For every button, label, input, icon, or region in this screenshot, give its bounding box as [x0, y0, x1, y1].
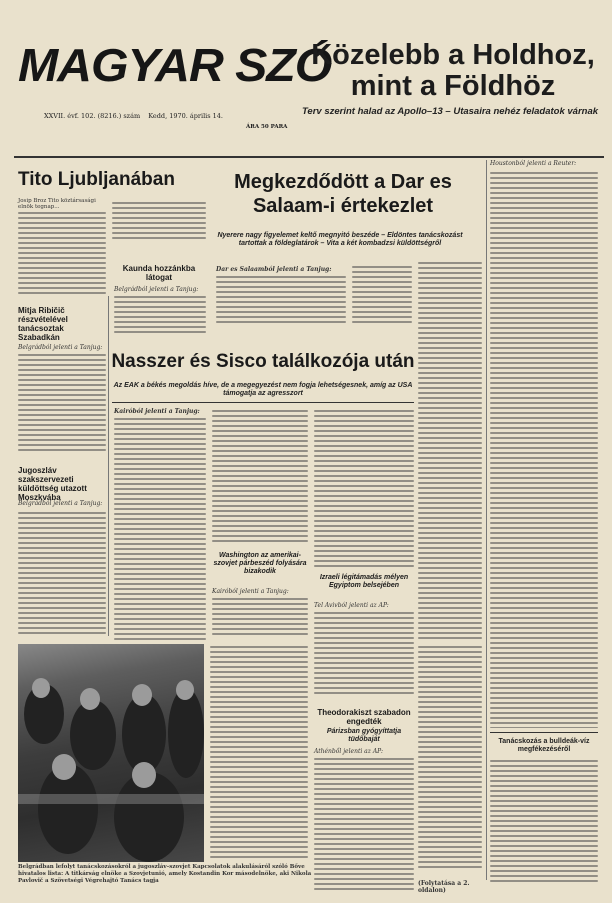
box-body [490, 760, 598, 888]
jugoslav-body [18, 512, 106, 636]
continued-note: (Folytatása a 2. oldalon) [418, 880, 470, 894]
theodorakis-body [314, 758, 414, 892]
jugoslav-dateline: Belgrádból jelenti a Tanjug: [18, 500, 103, 507]
jugoslav-headline: Jugoszláv szakszervezeti küldöttség utazott Moszkvába [18, 466, 87, 502]
tito-body [18, 212, 106, 298]
masthead-divider [14, 156, 604, 158]
issue-number: XXVII. évf. 102. (8216.) szám [44, 112, 141, 120]
ribicic-dateline: Belgrádból jelenti a Tanjug: [18, 344, 103, 351]
apollo-body [490, 172, 598, 728]
israeli-dateline: Tel Avivból jelenti az AP: [314, 602, 389, 609]
ribicic-body [18, 354, 106, 454]
box-headline: Tanácskozás a bulldeák-víz megfékezéséről [498, 738, 590, 753]
ribicic-headline: Mitja Ribičič részvételével tanácsoztak Szabadkán [18, 306, 68, 342]
nasser-divider [112, 402, 414, 403]
right-col-dateline: Houstonból jelenti a Reuter: [490, 160, 577, 167]
theodorakis-dateline: Athénből jelenti az AP: [314, 748, 384, 755]
dar-headline: Megkezdődött a Dar es Salaam-i értekezlet [234, 171, 452, 217]
washington-headline: Washington az amerikai-szovjet párbeszéd folyására bizakodik [213, 552, 307, 575]
tito-dateline: Josip Broz Tito köztársasági elnök tegnap... [18, 198, 96, 210]
nasser-body-col3 [314, 410, 414, 570]
dar-body-col1 [216, 276, 346, 328]
price-label: ÁRA 50 PARA [246, 124, 288, 130]
photo-caption: Belgrádban lefolyt tanácskozásokról a jugoszláv–szovjet Kapcsolatok alakulásáról szóló Bőve hivatalos lista: A titkárság elnöke a Szovjetunió, amely Kostandin Kor másodelnöke, aki Nikola Pavlovič a Szövetségi Végrehajtó Tanács tagja [18, 864, 312, 884]
right-column-rule [486, 160, 487, 880]
nasser-continued-body [210, 646, 308, 860]
dar-subhead: Nyerere nagy figyelemet keltő megnyitó beszéde – Eldöntes tanácskozást tartottak a földeglatárok – Vita a két kombadzsi küldöttségről [217, 232, 463, 247]
lead-headline: Közelebb a Holdhoz, mint a Földhöz [311, 39, 595, 102]
nasser-body-col2 [212, 410, 308, 546]
theodorakis-headline: Theodorakiszt szabadon engedték [317, 708, 411, 726]
masthead-info [44, 112, 229, 120]
center-right-body [418, 646, 482, 874]
israeli-headline: Izraeli légitámadás mélyen Egyiptom belsejében [319, 574, 409, 589]
washington-dateline: Kairóból jelenti a Tanjug: [212, 588, 289, 595]
issue-date: Kedd, 1970. április 14. [148, 112, 223, 120]
nasser-body-col1 [114, 418, 206, 640]
kaunda-body [114, 296, 206, 336]
theodorakis-subhead: Párizsban gyógyíttatja tüdőbaját [326, 728, 402, 743]
column-rule [108, 296, 109, 636]
kaunda-dateline: Belgrádból jelenti a Tanjug: [114, 286, 199, 293]
dar-body-col3 [418, 262, 482, 642]
nasser-lead-in: Kairóból jelenti a Tanjug: [114, 408, 200, 415]
meeting-photo [18, 644, 204, 862]
nasser-subhead: Az EAK a békés megoldás híve, de a megegyezést nem fogja lehetségesnek, amíg az USA támogatja az agresszort [113, 382, 413, 397]
tito-body-col2 [112, 202, 206, 244]
dar-body-col2 [352, 266, 412, 328]
masthead-title: MAGYAR SZÓ [18, 39, 332, 91]
kaunda-headline: Kaunda hozzánkba látogat [122, 264, 196, 282]
israeli-body [314, 612, 414, 698]
box-top-rule [490, 732, 598, 733]
dar-lead-in: Dar es Salaamból jelenti a Tanjug: [216, 266, 332, 273]
tito-headline: Tito Ljubljanában [18, 169, 175, 190]
washington-body [212, 598, 308, 638]
lead-subhead: Terv szerint halad az Apollo–13 – Utasaira nehéz feladatok várnak [301, 106, 599, 117]
nasser-headline: Nasszer és Sisco találkozója után [111, 351, 415, 372]
